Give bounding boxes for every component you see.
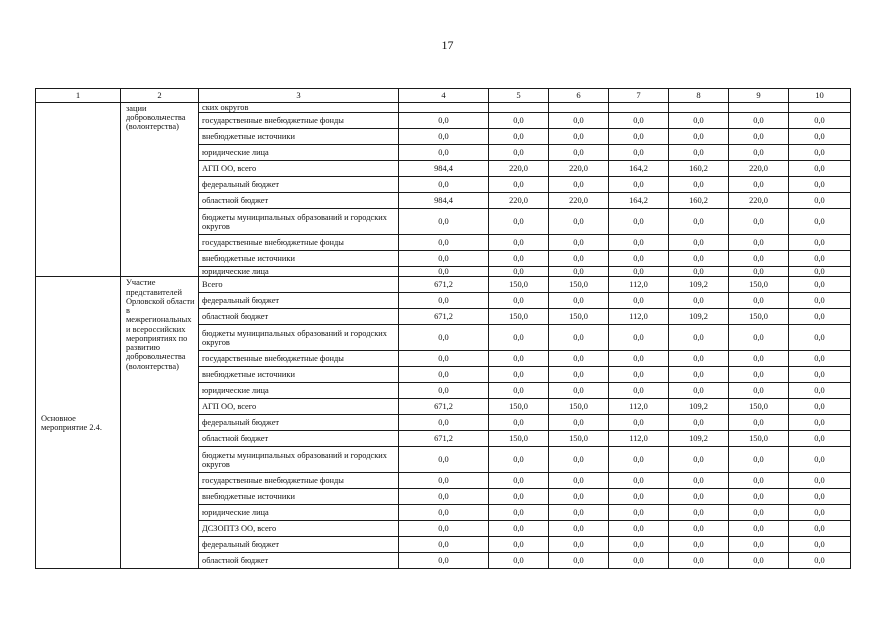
value-cell: 112,0 <box>609 277 669 293</box>
value-cell: 671,2 <box>399 309 489 325</box>
value-cell: 0,0 <box>729 209 789 235</box>
source-cell: областной бюджет <box>199 431 399 447</box>
value-cell: 0,0 <box>729 267 789 277</box>
source-cell: внебюджетные источники <box>199 251 399 267</box>
value-cell: 0,0 <box>669 367 729 383</box>
value-cell: 0,0 <box>669 489 729 505</box>
value-cell: 0,0 <box>549 521 609 537</box>
value-cell: 0,0 <box>789 235 851 251</box>
value-cell: 164,2 <box>609 193 669 209</box>
source-cell: внебюджетные источники <box>199 367 399 383</box>
value-cell: 0,0 <box>789 145 851 161</box>
value-cell: 0,0 <box>789 267 851 277</box>
value-cell: 0,0 <box>489 293 549 309</box>
value-cell: 150,0 <box>729 399 789 415</box>
value-cell: 0,0 <box>789 309 851 325</box>
value-cell: 0,0 <box>789 399 851 415</box>
value-cell: 112,0 <box>609 309 669 325</box>
value-cell: 0,0 <box>789 415 851 431</box>
value-cell: 0,0 <box>399 473 489 489</box>
financing-table <box>35 88 851 569</box>
source-cell: Всего <box>199 277 399 293</box>
value-cell: 0,0 <box>489 505 549 521</box>
value-cell: 0,0 <box>489 209 549 235</box>
value-cell: 0,0 <box>729 505 789 521</box>
value-cell: 0,0 <box>729 553 789 569</box>
value-cell: 0,0 <box>669 209 729 235</box>
value-cell: 0,0 <box>399 505 489 521</box>
value-cell: 671,2 <box>399 399 489 415</box>
value-cell: 0,0 <box>669 473 729 489</box>
value-cell: 0,0 <box>489 267 549 277</box>
value-cell: 112,0 <box>609 399 669 415</box>
source-cell: бюджеты муниципальных образований и городских округов <box>199 325 399 351</box>
value-cell: 150,0 <box>549 431 609 447</box>
value-cell: 0,0 <box>729 325 789 351</box>
value-cell: 0,0 <box>609 235 669 251</box>
value-cell: 0,0 <box>669 383 729 399</box>
value-cell: 0,0 <box>609 489 669 505</box>
value-cell: 0,0 <box>399 325 489 351</box>
value-cell: 0,0 <box>399 489 489 505</box>
source-cell: областной бюджет <box>199 309 399 325</box>
value-cell: 984,4 <box>399 193 489 209</box>
value-cell: 0,0 <box>549 447 609 473</box>
value-cell: 0,0 <box>399 537 489 553</box>
value-cell: 0,0 <box>669 351 729 367</box>
source-cell: юридические лица <box>199 145 399 161</box>
value-cell: 0,0 <box>549 293 609 309</box>
value-cell: 0,0 <box>609 113 669 129</box>
value-cell <box>609 103 669 113</box>
value-cell: 0,0 <box>549 251 609 267</box>
header-cell: 5 <box>489 89 549 103</box>
value-cell: 112,0 <box>609 431 669 447</box>
value-cell <box>549 103 609 113</box>
value-cell <box>789 103 851 113</box>
header-cell: 9 <box>729 89 789 103</box>
value-cell: 0,0 <box>789 193 851 209</box>
source-cell: бюджеты муниципальных образований и городских округов <box>199 209 399 235</box>
value-cell: 0,0 <box>789 325 851 351</box>
value-cell: 0,0 <box>729 129 789 145</box>
source-cell: федеральный бюджет <box>199 415 399 431</box>
source-cell: ских округов <box>199 103 399 113</box>
value-cell <box>399 103 489 113</box>
value-cell: 0,0 <box>729 415 789 431</box>
value-cell: 0,0 <box>549 537 609 553</box>
value-cell: 0,0 <box>729 521 789 537</box>
value-cell: 0,0 <box>789 505 851 521</box>
value-cell: 0,0 <box>489 415 549 431</box>
activity-label: зации добровольчества (волонтерства) <box>121 103 199 277</box>
value-cell: 150,0 <box>729 309 789 325</box>
value-cell: 160,2 <box>669 193 729 209</box>
value-cell: 0,0 <box>489 325 549 351</box>
value-cell: 0,0 <box>789 161 851 177</box>
source-cell: федеральный бюджет <box>199 177 399 193</box>
value-cell: 0,0 <box>609 129 669 145</box>
value-cell <box>729 103 789 113</box>
value-cell: 0,0 <box>609 325 669 351</box>
value-cell: 0,0 <box>609 537 669 553</box>
value-cell: 0,0 <box>549 489 609 505</box>
value-cell: 0,0 <box>669 521 729 537</box>
value-cell: 0,0 <box>549 235 609 251</box>
value-cell: 0,0 <box>549 113 609 129</box>
value-cell: 0,0 <box>789 351 851 367</box>
value-cell: 0,0 <box>489 383 549 399</box>
value-cell: 0,0 <box>669 505 729 521</box>
value-cell: 0,0 <box>729 235 789 251</box>
value-cell: 0,0 <box>399 383 489 399</box>
value-cell: 0,0 <box>549 351 609 367</box>
activity-label: Участие представителей Орловской области в межрегиональных и всероссийских мероприятиях по развитию добровольчества (волонтерства) <box>121 277 199 569</box>
value-cell: 0,0 <box>399 209 489 235</box>
value-cell: 671,2 <box>399 277 489 293</box>
value-cell: 0,0 <box>789 177 851 193</box>
value-cell: 0,0 <box>729 537 789 553</box>
header-cell: 2 <box>121 89 199 103</box>
value-cell: 220,0 <box>489 193 549 209</box>
value-cell: 150,0 <box>549 309 609 325</box>
source-cell: областной бюджет <box>199 553 399 569</box>
value-cell: 0,0 <box>789 209 851 235</box>
value-cell: 0,0 <box>399 447 489 473</box>
value-cell: 0,0 <box>789 367 851 383</box>
source-cell: юридические лица <box>199 505 399 521</box>
value-cell: 0,0 <box>669 177 729 193</box>
value-cell: 109,2 <box>669 277 729 293</box>
source-cell: государственные внебюджетные фонды <box>199 351 399 367</box>
value-cell: 0,0 <box>729 473 789 489</box>
value-cell: 0,0 <box>489 177 549 193</box>
source-cell: юридические лица <box>199 267 399 277</box>
value-cell: 0,0 <box>789 537 851 553</box>
value-cell: 0,0 <box>789 129 851 145</box>
value-cell: 0,0 <box>549 267 609 277</box>
header-cell: 3 <box>199 89 399 103</box>
table-row <box>36 277 851 293</box>
value-cell: 0,0 <box>489 235 549 251</box>
value-cell: 0,0 <box>489 521 549 537</box>
value-cell: 0,0 <box>609 145 669 161</box>
header-cell: 8 <box>669 89 729 103</box>
value-cell: 0,0 <box>609 553 669 569</box>
value-cell: 671,2 <box>399 431 489 447</box>
value-cell: 0,0 <box>789 553 851 569</box>
value-cell: 150,0 <box>489 431 549 447</box>
source-cell: областной бюджет <box>199 193 399 209</box>
value-cell: 0,0 <box>399 129 489 145</box>
value-cell: 0,0 <box>789 447 851 473</box>
empty-cell <box>36 103 121 277</box>
value-cell: 220,0 <box>729 161 789 177</box>
value-cell: 0,0 <box>609 521 669 537</box>
value-cell: 0,0 <box>609 177 669 193</box>
value-cell <box>669 103 729 113</box>
table-row <box>36 103 851 113</box>
value-cell: 0,0 <box>399 113 489 129</box>
page-number: 17 <box>441 38 454 52</box>
value-cell: 0,0 <box>609 473 669 489</box>
header-cell: 1 <box>36 89 121 103</box>
value-cell: 0,0 <box>789 293 851 309</box>
value-cell: 0,0 <box>609 293 669 309</box>
value-cell: 0,0 <box>729 447 789 473</box>
value-cell: 0,0 <box>399 177 489 193</box>
header-cell: 6 <box>549 89 609 103</box>
value-cell: 0,0 <box>489 113 549 129</box>
value-cell: 0,0 <box>489 351 549 367</box>
value-cell: 0,0 <box>669 129 729 145</box>
value-cell: 0,0 <box>399 145 489 161</box>
value-cell: 0,0 <box>549 145 609 161</box>
value-cell: 0,0 <box>729 113 789 129</box>
value-cell: 0,0 <box>549 553 609 569</box>
value-cell: 984,4 <box>399 161 489 177</box>
source-cell: АГП ОО, всего <box>199 399 399 415</box>
source-cell: ДСЗОПТЗ ОО, всего <box>199 521 399 537</box>
value-cell: 0,0 <box>669 415 729 431</box>
value-cell: 0,0 <box>489 129 549 145</box>
value-cell: 109,2 <box>669 399 729 415</box>
source-cell: внебюджетные источники <box>199 129 399 145</box>
value-cell: 0,0 <box>549 505 609 521</box>
value-cell: 150,0 <box>729 431 789 447</box>
value-cell: 0,0 <box>669 113 729 129</box>
value-cell: 0,0 <box>399 267 489 277</box>
value-cell: 0,0 <box>789 489 851 505</box>
value-cell: 150,0 <box>489 277 549 293</box>
header-cell: 7 <box>609 89 669 103</box>
value-cell: 0,0 <box>489 473 549 489</box>
value-cell: 0,0 <box>669 325 729 351</box>
value-cell: 0,0 <box>729 145 789 161</box>
source-cell: бюджеты муниципальных образований и городских округов <box>199 447 399 473</box>
value-cell <box>489 103 549 113</box>
value-cell: 220,0 <box>729 193 789 209</box>
value-cell: 0,0 <box>549 177 609 193</box>
value-cell: 220,0 <box>549 161 609 177</box>
value-cell: 0,0 <box>669 553 729 569</box>
header-cell: 4 <box>399 89 489 103</box>
value-cell: 0,0 <box>789 521 851 537</box>
value-cell: 0,0 <box>489 553 549 569</box>
value-cell: 0,0 <box>609 383 669 399</box>
source-cell: АГП ОО, всего <box>199 161 399 177</box>
value-cell: 0,0 <box>729 177 789 193</box>
value-cell: 0,0 <box>609 251 669 267</box>
source-cell: государственные внебюджетные фонды <box>199 473 399 489</box>
value-cell: 0,0 <box>789 277 851 293</box>
value-cell: 0,0 <box>669 267 729 277</box>
value-cell: 0,0 <box>399 235 489 251</box>
value-cell: 0,0 <box>729 293 789 309</box>
value-cell: 150,0 <box>729 277 789 293</box>
source-cell: внебюджетные источники <box>199 489 399 505</box>
value-cell: 0,0 <box>729 383 789 399</box>
value-cell: 0,0 <box>729 251 789 267</box>
value-cell: 0,0 <box>399 367 489 383</box>
value-cell: 0,0 <box>399 293 489 309</box>
value-cell: 0,0 <box>669 235 729 251</box>
main-event-label: Основное мероприятие 2.4. <box>36 277 121 569</box>
value-cell: 0,0 <box>789 383 851 399</box>
value-cell: 164,2 <box>609 161 669 177</box>
value-cell: 0,0 <box>489 537 549 553</box>
value-cell: 0,0 <box>669 251 729 267</box>
value-cell: 0,0 <box>669 293 729 309</box>
value-cell: 150,0 <box>489 309 549 325</box>
value-cell: 0,0 <box>399 351 489 367</box>
value-cell: 150,0 <box>549 277 609 293</box>
value-cell: 0,0 <box>609 505 669 521</box>
value-cell: 0,0 <box>549 415 609 431</box>
source-cell: юридические лица <box>199 383 399 399</box>
value-cell: 0,0 <box>549 367 609 383</box>
value-cell: 0,0 <box>489 251 549 267</box>
value-cell: 0,0 <box>789 251 851 267</box>
value-cell: 0,0 <box>399 521 489 537</box>
value-cell: 0,0 <box>609 351 669 367</box>
value-cell: 0,0 <box>669 537 729 553</box>
value-cell: 0,0 <box>789 473 851 489</box>
value-cell: 220,0 <box>549 193 609 209</box>
header-row <box>36 89 851 103</box>
header-cell: 10 <box>789 89 851 103</box>
value-cell: 150,0 <box>549 399 609 415</box>
value-cell: 109,2 <box>669 309 729 325</box>
value-cell: 160,2 <box>669 161 729 177</box>
source-cell: федеральный бюджет <box>199 537 399 553</box>
value-cell: 220,0 <box>489 161 549 177</box>
value-cell: 0,0 <box>609 209 669 235</box>
value-cell: 0,0 <box>489 367 549 383</box>
value-cell: 109,2 <box>669 431 729 447</box>
value-cell: 0,0 <box>669 447 729 473</box>
source-cell: федеральный бюджет <box>199 293 399 309</box>
value-cell: 0,0 <box>549 129 609 145</box>
value-cell: 0,0 <box>399 251 489 267</box>
value-cell: 0,0 <box>549 325 609 351</box>
value-cell: 150,0 <box>489 399 549 415</box>
value-cell: 0,0 <box>399 553 489 569</box>
value-cell: 0,0 <box>789 431 851 447</box>
value-cell: 0,0 <box>669 145 729 161</box>
value-cell: 0,0 <box>549 209 609 235</box>
value-cell: 0,0 <box>609 267 669 277</box>
value-cell: 0,0 <box>729 367 789 383</box>
value-cell: 0,0 <box>489 145 549 161</box>
value-cell: 0,0 <box>789 113 851 129</box>
value-cell: 0,0 <box>729 351 789 367</box>
value-cell: 0,0 <box>489 447 549 473</box>
value-cell: 0,0 <box>729 489 789 505</box>
value-cell: 0,0 <box>609 447 669 473</box>
value-cell: 0,0 <box>549 383 609 399</box>
value-cell: 0,0 <box>609 367 669 383</box>
value-cell: 0,0 <box>489 489 549 505</box>
source-cell: государственные внебюджетные фонды <box>199 235 399 251</box>
source-cell: государственные внебюджетные фонды <box>199 113 399 129</box>
value-cell: 0,0 <box>399 415 489 431</box>
value-cell: 0,0 <box>609 415 669 431</box>
value-cell: 0,0 <box>549 473 609 489</box>
